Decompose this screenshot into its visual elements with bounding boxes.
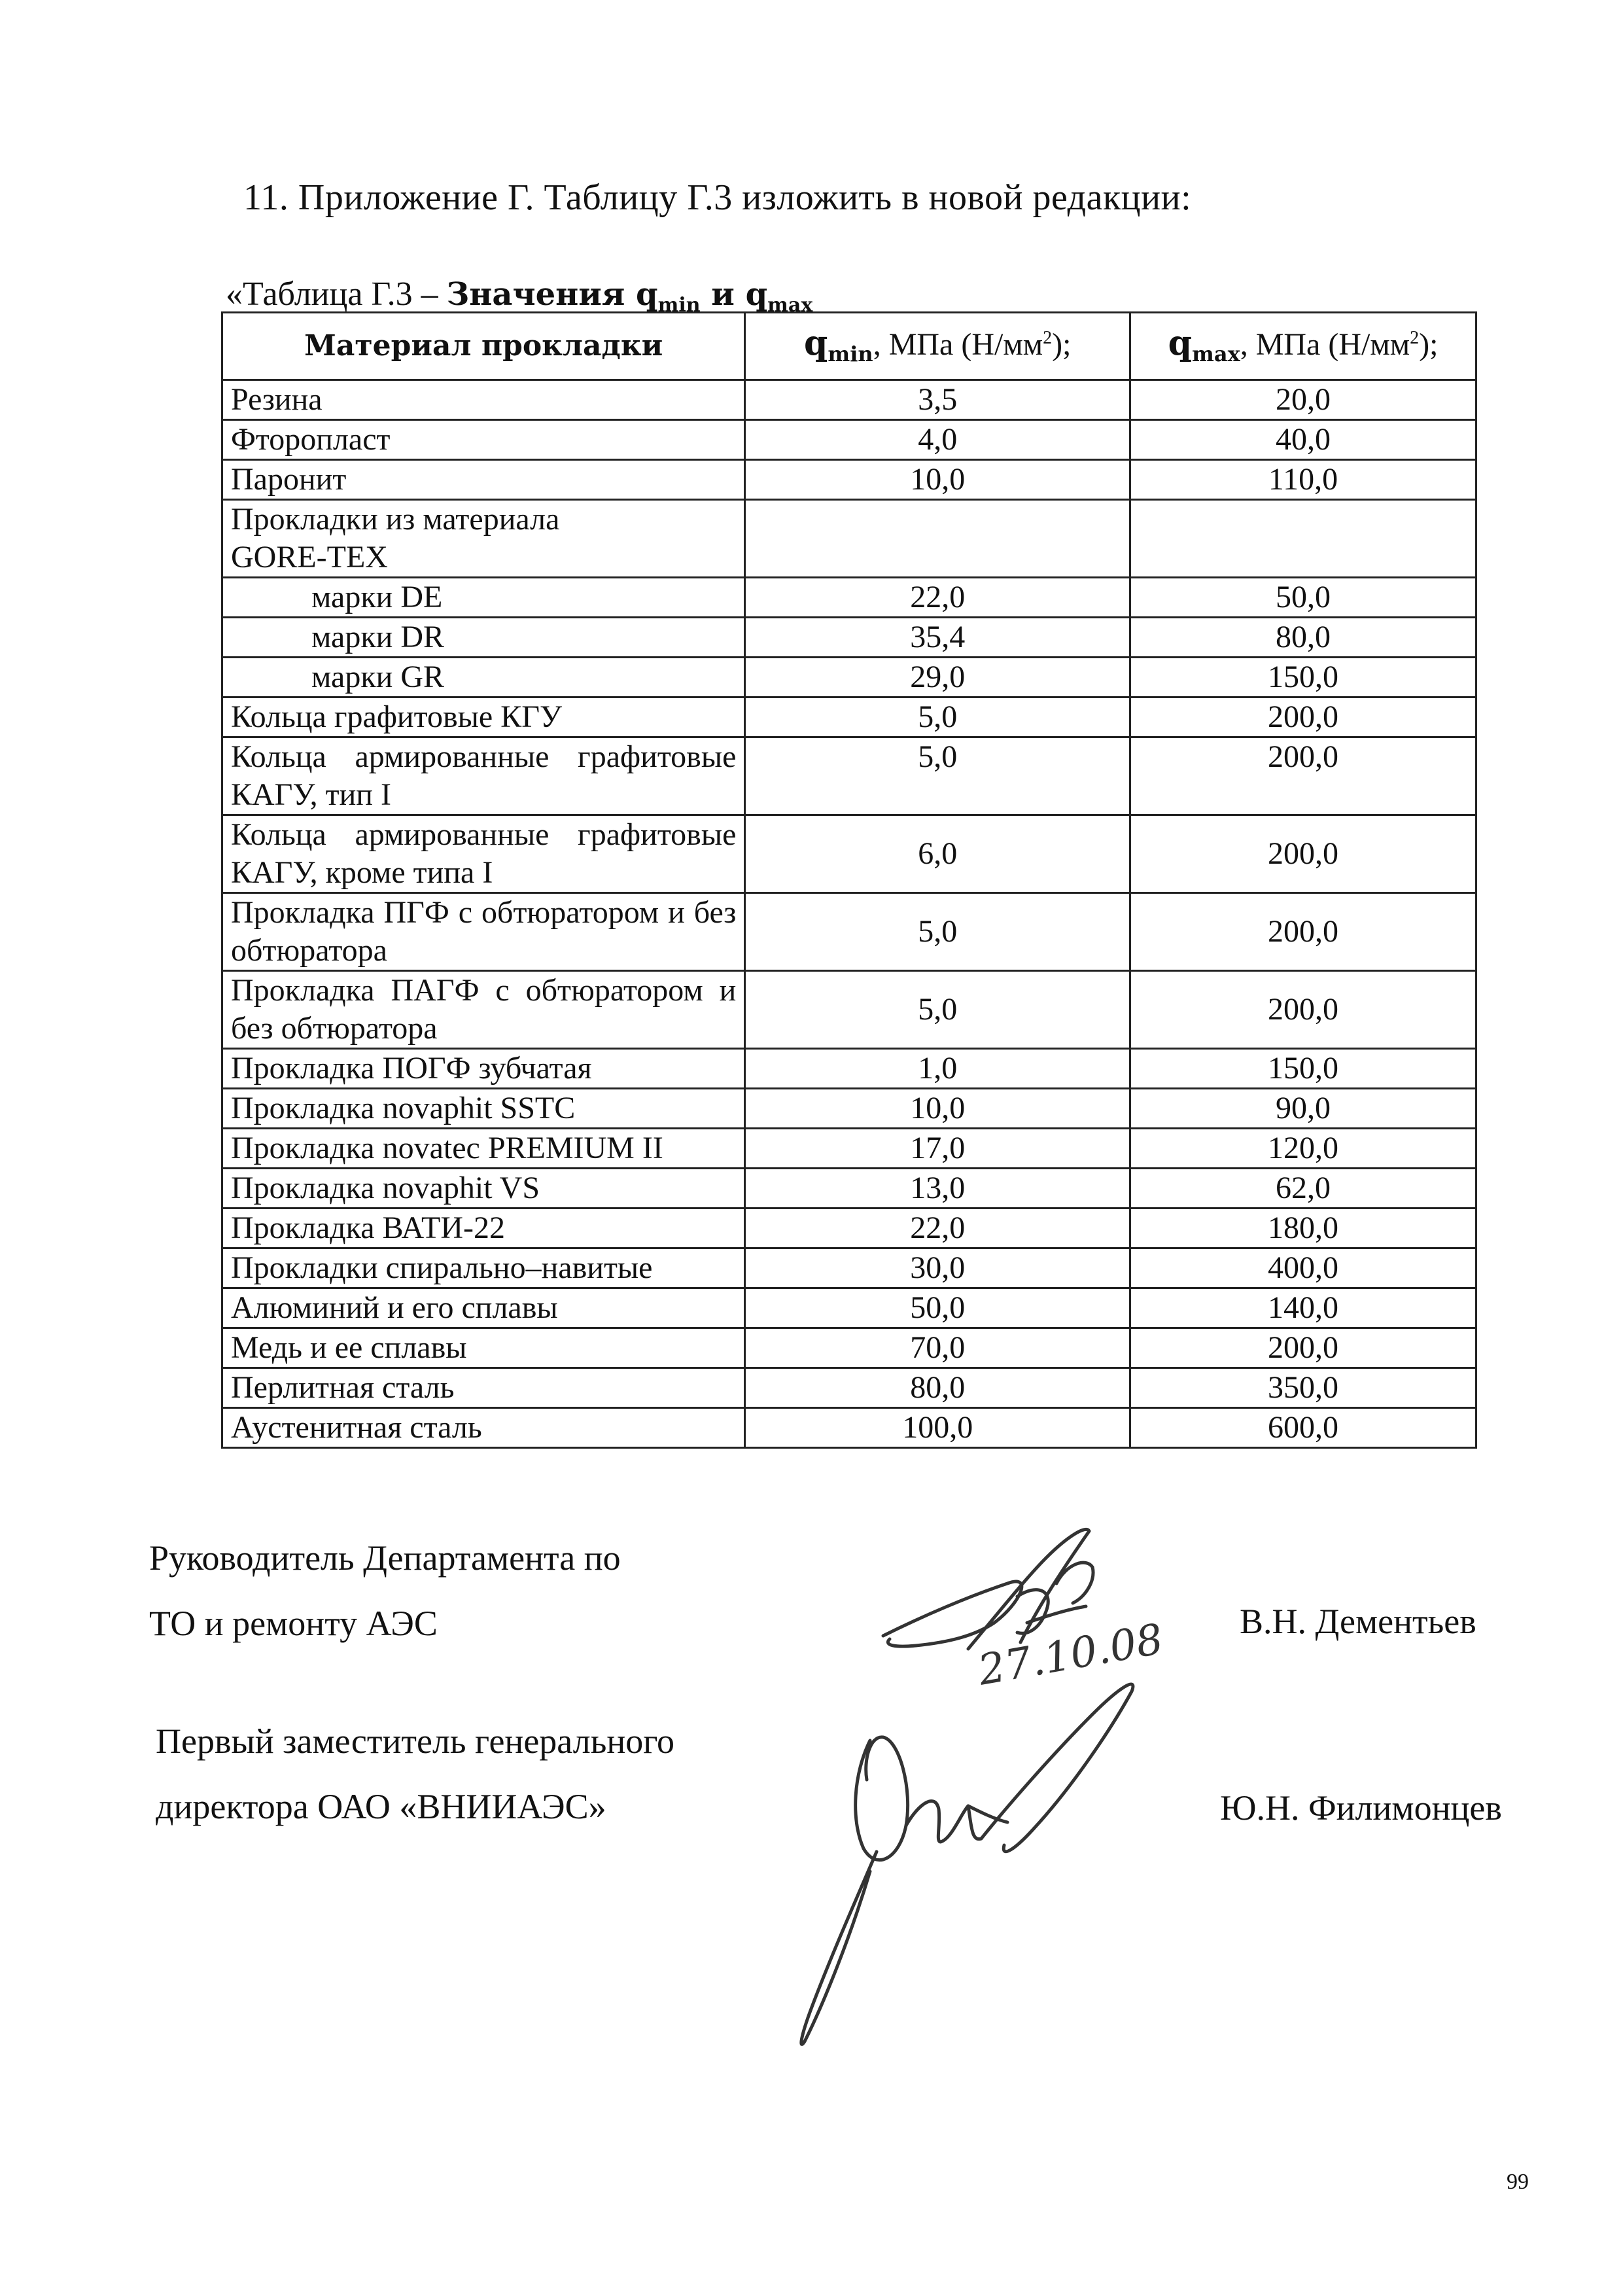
- qmax-cell: 120,0: [1130, 1129, 1476, 1169]
- material-cell: Прокладка ПОГФ зубчатая: [222, 1049, 745, 1089]
- table-row: [222, 1049, 1476, 1089]
- qmin-cell: 29,0: [745, 658, 1130, 698]
- qmin-cell: 17,0: [745, 1129, 1130, 1169]
- signature-1-date: 27.10.08: [974, 1615, 1167, 1695]
- material-cell: Медь и ее сплавы: [222, 1328, 745, 1368]
- material-cell: Резина: [222, 380, 745, 420]
- qmin-cell: 5,0: [745, 893, 1130, 971]
- qmax-cell: 80,0: [1130, 618, 1476, 658]
- amendment-heading: 11. Приложение Г. Таблицу Г.3 изложить в новой редакции:: [243, 177, 1192, 218]
- qmin-cell: 30,0: [745, 1248, 1130, 1288]
- signatory-1-name: В.Н. Дементьев: [1240, 1602, 1476, 1641]
- caption-title: Значения $q_{min}$ и $q_{max}$: [446, 276, 813, 317]
- qmin-cell: 10,0: [745, 460, 1130, 500]
- material-cell: Прокладки из материала GORE-TEX: [222, 500, 745, 578]
- qmin-cell: 50,0: [745, 1288, 1130, 1328]
- material-cell: марки GR: [222, 658, 745, 698]
- material-cell: Прокладка novaphit SSTC: [222, 1089, 745, 1129]
- signatory-1-position-line2: ТО и ремонту АЭС: [149, 1604, 438, 1643]
- material-cell: Прокладка novatec PREMIUM II: [222, 1129, 745, 1169]
- qmax-cell: 140,0: [1130, 1288, 1476, 1328]
- qmin-cell: 3,5: [745, 380, 1130, 420]
- qmin-cell: 5,0: [745, 698, 1130, 737]
- material-cell: Аустенитная сталь: [222, 1408, 745, 1448]
- qmax-cell: 150,0: [1130, 1049, 1476, 1089]
- header-qmax: $q_{max}$, МПа $(Н/мм^2)$;: [1130, 313, 1476, 380]
- qmax-cell: 150,0: [1130, 658, 1476, 698]
- table-row: [222, 578, 1476, 618]
- table-row: [222, 815, 1476, 893]
- qmin-cell: 6,0: [745, 815, 1130, 893]
- material-cell: Фторопласт: [222, 420, 745, 460]
- table-caption: [226, 275, 812, 317]
- table-row: [222, 971, 1476, 1049]
- header-material: Материал прокладки: [222, 313, 745, 380]
- signatory-2-name: Ю.Н. Филимонцев: [1220, 1788, 1502, 1828]
- signatory-2-position-line1: Первый заместитель генерального: [156, 1722, 675, 1761]
- table-row: [222, 500, 1476, 578]
- signature-2-image: [772, 1662, 1178, 2055]
- qmax-cell: 62,0: [1130, 1169, 1476, 1209]
- table-row: [222, 1408, 1476, 1448]
- qmin-cell: 70,0: [745, 1328, 1130, 1368]
- table-row: [222, 1169, 1476, 1209]
- table-row: [222, 420, 1476, 460]
- table-row: [222, 658, 1476, 698]
- table-row: [222, 1368, 1476, 1408]
- table-row: [222, 1248, 1476, 1288]
- qmax-cell: 350,0: [1130, 1368, 1476, 1408]
- material-cell: Кольца армированные графитовые КАГУ, тип I: [222, 737, 745, 815]
- qmax-cell: 200,0: [1130, 1328, 1476, 1368]
- table-row: [222, 893, 1476, 971]
- material-cell: Кольца армированные графитовые КАГУ, кроме типа I: [222, 815, 745, 893]
- material-cell: Паронит: [222, 460, 745, 500]
- qmax-cell: 50,0: [1130, 578, 1476, 618]
- qmax-cell: 110,0: [1130, 460, 1476, 500]
- material-cell: Прокладка ВАТИ-22: [222, 1209, 745, 1248]
- gasket-values-table: [221, 311, 1477, 1449]
- qmin-cell: 35,4: [745, 618, 1130, 658]
- table-row: [222, 460, 1476, 500]
- qmax-cell: 40,0: [1130, 420, 1476, 460]
- table-row: [222, 1089, 1476, 1129]
- qmax-cell: 200,0: [1130, 737, 1476, 815]
- qmin-cell: [745, 500, 1130, 578]
- material-cell: Прокладка ПГФ с обтюратором и без обтюратора: [222, 893, 745, 971]
- caption-prefix: «Таблица Г.3 –: [226, 275, 447, 313]
- table-row: [222, 698, 1476, 737]
- qmin-cell: 22,0: [745, 1209, 1130, 1248]
- table-header-row: [222, 313, 1476, 380]
- qmax-cell: 200,0: [1130, 971, 1476, 1049]
- qmin-cell: 4,0: [745, 420, 1130, 460]
- page-number: 99: [1507, 2170, 1529, 2194]
- signatory-2-position-line2: директора ОАО «ВНИИАЭС»: [156, 1787, 606, 1826]
- qmax-cell: 180,0: [1130, 1209, 1476, 1248]
- qmin-cell: 80,0: [745, 1368, 1130, 1408]
- qmax-cell: 200,0: [1130, 698, 1476, 737]
- material-cell: Прокладка novaphit VS: [222, 1169, 745, 1209]
- material-cell: Прокладки спирально–навитые: [222, 1248, 745, 1288]
- qmin-cell: 13,0: [745, 1169, 1130, 1209]
- qmin-cell: 100,0: [745, 1408, 1130, 1448]
- table-row: [222, 380, 1476, 420]
- table-row: [222, 1288, 1476, 1328]
- material-cell: Алюминий и его сплавы: [222, 1288, 745, 1328]
- qmax-cell: [1130, 500, 1476, 578]
- qmax-cell: 200,0: [1130, 893, 1476, 971]
- table-row: [222, 1328, 1476, 1368]
- table-row: [222, 618, 1476, 658]
- material-cell: марки DR: [222, 618, 745, 658]
- qmin-cell: 1,0: [745, 1049, 1130, 1089]
- material-cell: марки DE: [222, 578, 745, 618]
- header-qmin: $q_{min}$, МПа $(Н/мм^2)$;: [745, 313, 1130, 380]
- qmax-cell: 90,0: [1130, 1089, 1476, 1129]
- table-row: [222, 1209, 1476, 1248]
- qmax-cell: 600,0: [1130, 1408, 1476, 1448]
- qmin-cell: 5,0: [745, 737, 1130, 815]
- qmax-cell: 400,0: [1130, 1248, 1476, 1288]
- qmin-cell: 22,0: [745, 578, 1130, 618]
- qmax-cell: 20,0: [1130, 380, 1476, 420]
- qmax-cell: 200,0: [1130, 815, 1476, 893]
- qmin-cell: 5,0: [745, 971, 1130, 1049]
- material-cell: Прокладка ПАГФ с обтюратором и без обтюратора: [222, 971, 745, 1049]
- table-row: [222, 1129, 1476, 1169]
- material-cell: Перлитная сталь: [222, 1368, 745, 1408]
- material-cell: Кольца графитовые КГУ: [222, 698, 745, 737]
- signatory-1-position-line1: Руководитель Департамента по: [149, 1538, 621, 1578]
- qmin-cell: 10,0: [745, 1089, 1130, 1129]
- table-row: [222, 737, 1476, 815]
